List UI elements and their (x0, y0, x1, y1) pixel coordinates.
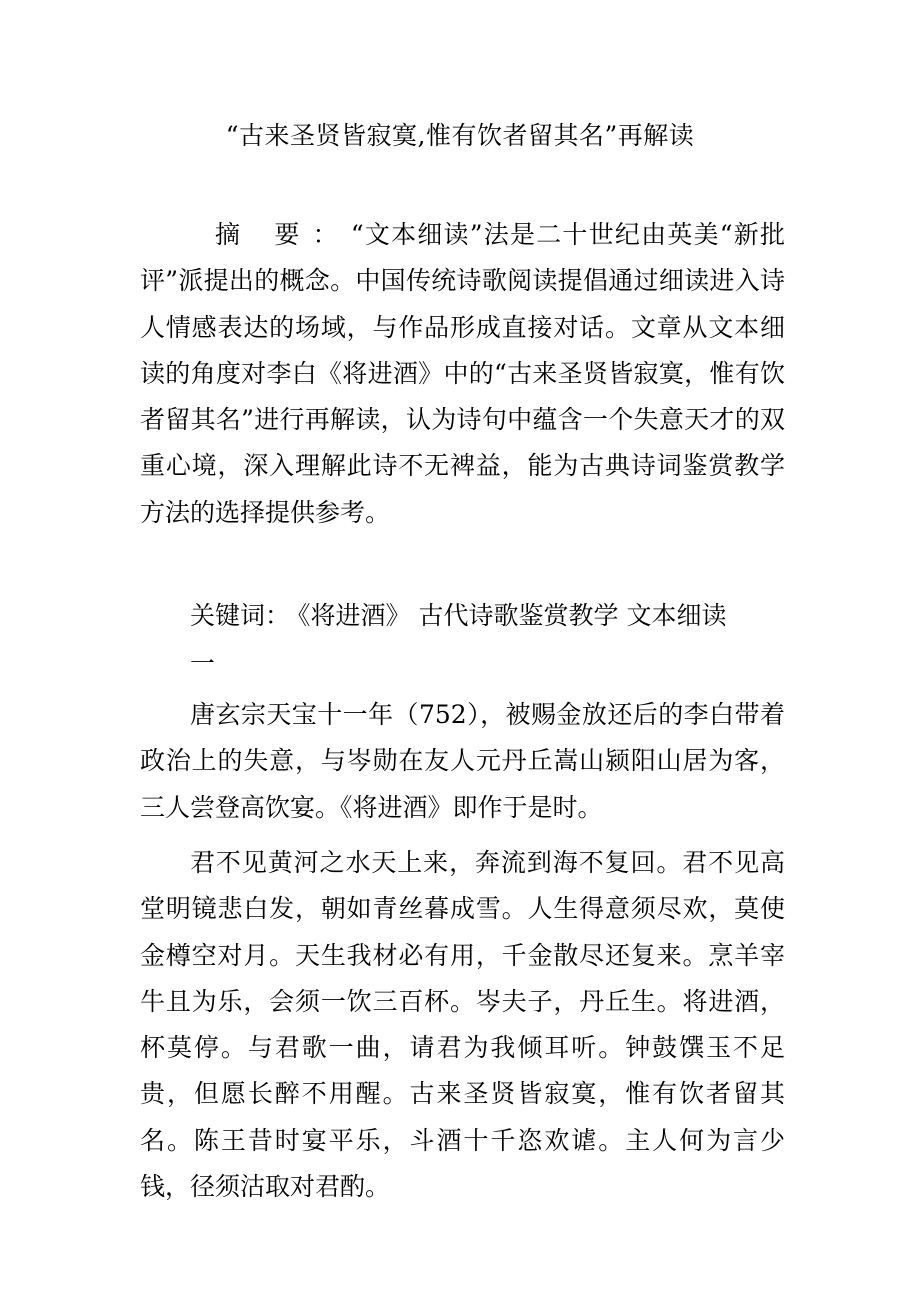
poem-paragraph: 君不见黄河之水天上来，奔流到海不复回。君不见高堂明镜悲白发，朝如青丝暮成雪。人生得意须尽欢，莫使金樽空对月。天生我材必有用，千金散尽还复来。烹羊宰牛且为乐，会须一饮三百杯。岑夫子，丹丘生。将进酒，杯莫停。与君歌一曲，请君为我倾耳听。钟鼓馔玉不足贵，但愿长醉不用醒。古来圣贤皆寂寞，惟有饮者留其名。陈王昔时宴平乐，斗酒十千恣欢谑。主人何为言少钱，径须沽取对君酌。 (140, 848, 785, 1202)
keyword-item: 古代诗歌鉴赏教学 (418, 601, 619, 630)
keyword-item: 《将进酒》 (298, 601, 411, 630)
keywords-line (190, 598, 727, 634)
keywords-label: 关键词： (190, 601, 291, 630)
abstract-paragraph (140, 212, 785, 536)
keyword-item: 文本细读 (626, 601, 727, 630)
section-number: 一 (190, 649, 216, 678)
body-paragraph: 唐玄宗天宝十一年（752），被赐金放还后的李白带着政治上的失意，与岑勋在友人元丹丘嵩山颍阳山居为客，三人尝登高饮宴。《将进酒》即作于是时。 (140, 700, 785, 822)
document-title: “古来圣贤皆寂寞,惟有饮者留其名”再解读 (225, 121, 695, 150)
abstract-text: “文本细读”法是二十世纪由英美“新批评”派提出的概念。中国传统诗歌阅读提倡通过细读进入诗人情感表达的场域，与作品形成直接对话。文章从文本细读的角度对李白《将进酒》中的“古来圣贤皆寂寞，惟有饮者留其名”进行再解读，认为诗句中蕴含一个失意天才的双重心境，深入理解此诗不无裨益，能为古典诗词鉴赏教学方法的选择提供参考。 (140, 220, 785, 527)
abstract-label: 摘 要： (215, 220, 351, 249)
